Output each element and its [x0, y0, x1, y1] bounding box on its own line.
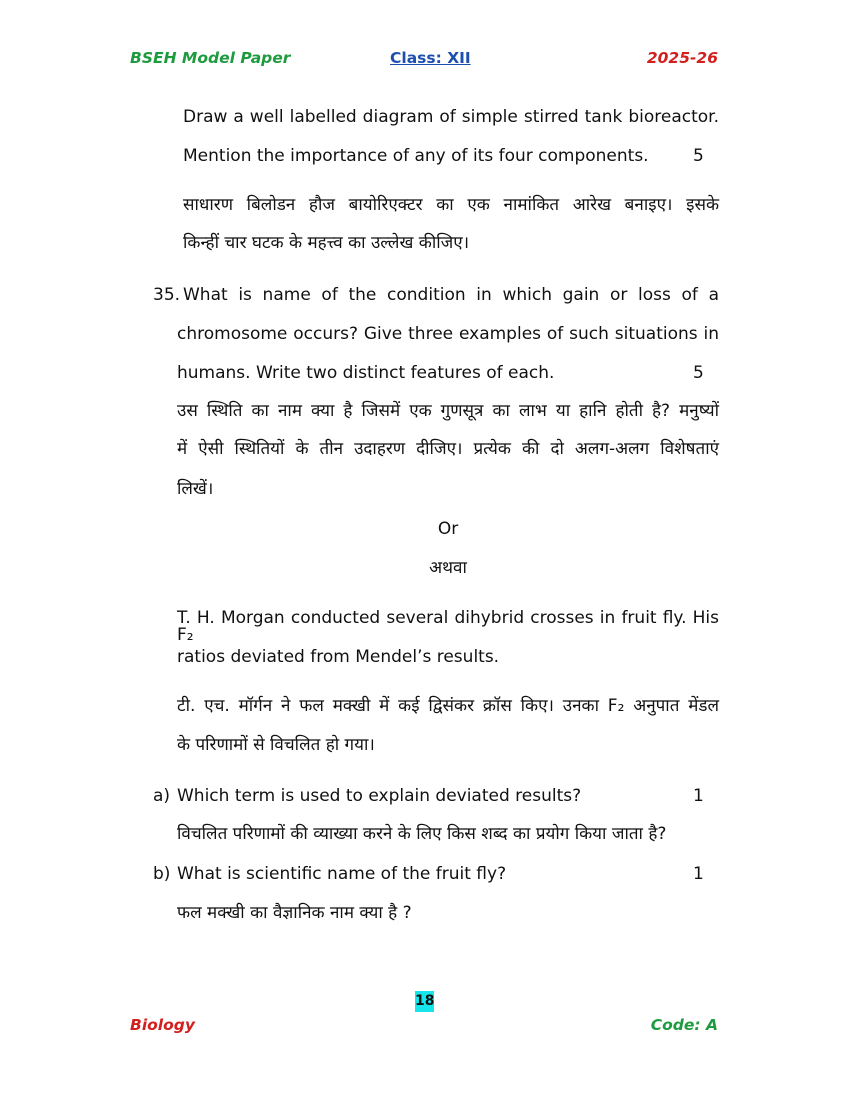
q35-marks: 5 — [693, 363, 704, 383]
sub-question-b-marks: 1 — [693, 864, 704, 884]
footer-code: Code: A — [650, 1016, 718, 1034]
header-class: Class: XII — [390, 49, 471, 67]
sub-question-a-marks: 1 — [693, 786, 704, 806]
q35-text-en-line2: chromosome occurs? Give three examples of such situations in — [177, 324, 719, 344]
page-number: 18 — [415, 991, 434, 1012]
q35-text-en-line1: What is name of the condition in which gain or loss of a — [183, 285, 719, 305]
q35-alt-text-hi-line1: टी. एच. मॉर्गन ने फल मक्खी में कई द्विसंकर क्रॉस किए। उनका F₂ अनुपात मेंडल — [177, 696, 719, 716]
q34-text-hi-line2: किन्हीं चार घटक के महत्त्व का उल्लेख कीजिए। — [183, 233, 470, 253]
sub-question-a-label: a) — [153, 786, 171, 806]
q35-alt-text-hi-line2: के परिणामों से विचलित हो गया। — [177, 735, 375, 755]
sub-question-b-text-en: What is scientific name of the fruit fly? — [177, 864, 507, 884]
sub-question-a-text-en: Which term is used to explain deviated results? — [177, 786, 582, 806]
q35-alt-text-en-line2: ratios deviated from Mendel’s results. — [177, 647, 500, 667]
q35-text-hi-line1: उस स्थिति का नाम क्या है जिसमें एक गुणसूत्र का लाभ या हानि होती है? मनुष्यों — [177, 401, 719, 421]
sub-question-a-text-hi: विचलित परिणामों की व्याख्या करने के लिए किस शब्द का प्रयोग किया जाता है? — [177, 824, 667, 844]
q34-text-en-line2: Mention the importance of any of its four components. — [183, 146, 649, 166]
q35-text-hi-line3: लिखें। — [177, 479, 214, 499]
q35-number: 35. — [153, 285, 181, 305]
or-separator-en: Or — [437, 519, 459, 539]
header-paper-title: BSEH Model Paper — [130, 49, 291, 67]
sub-question-b-text-hi: फल मक्खी का वैज्ञानिक नाम क्या है ? — [177, 903, 412, 923]
header-session-year: 2025-26 — [646, 49, 718, 67]
q35-alt-text-en-line1: T. H. Morgan conducted several dihybrid crosses in fruit fly. His F₂ — [177, 608, 719, 645]
sub-question-b-label: b) — [153, 864, 171, 884]
q34-text-hi-line1: साधारण बिलोडन हौज बायोरिएक्टर का एक नामांकित आरेख बनाइए। इसके — [183, 195, 719, 215]
q34-marks: 5 — [693, 146, 704, 166]
or-separator-hi: अथवा — [429, 558, 467, 578]
q34-text-en-line1: Draw a well labelled diagram of simple stirred tank bioreactor. — [183, 107, 719, 127]
q35-text-hi-line2: में ऐसी स्थितियों के तीन उदाहरण दीजिए। प्रत्येक की दो अलग-अलग विशेषताएं — [177, 439, 719, 459]
footer-subject: Biology — [130, 1016, 195, 1034]
q35-text-en-line3: humans. Write two distinct features of each. — [177, 363, 555, 383]
